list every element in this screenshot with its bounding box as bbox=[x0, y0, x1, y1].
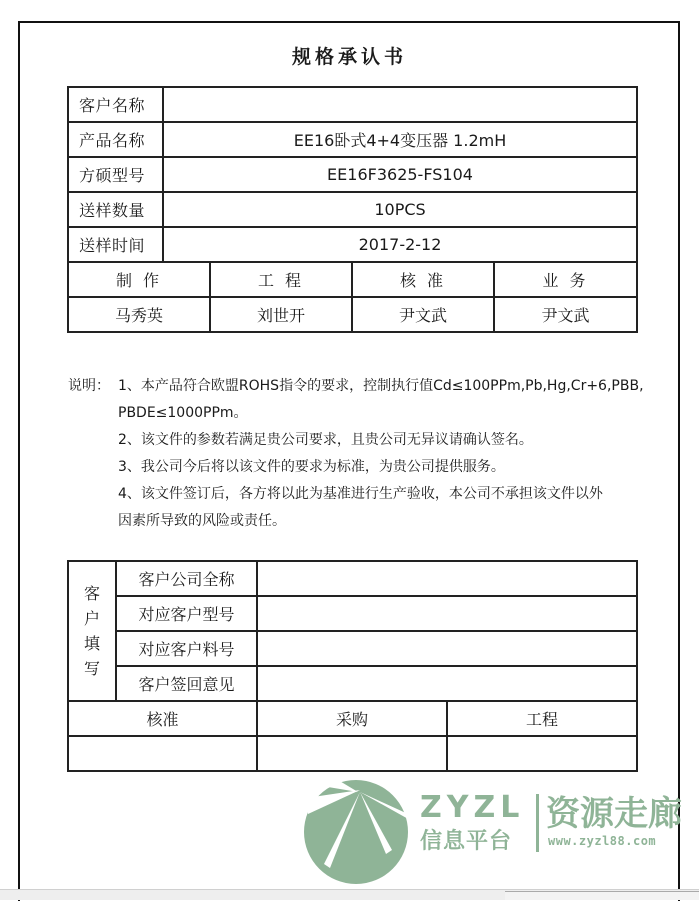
product-name-value: EE16卧式4+4变压器 1.2mH bbox=[163, 122, 637, 157]
customer-field-row bbox=[68, 596, 637, 631]
signoff-names-row bbox=[68, 297, 637, 332]
approval-header: 工程 bbox=[447, 701, 637, 736]
watermark-brand-cn-small: 信息平台 bbox=[420, 829, 513, 854]
signoff-header: 核 准 bbox=[352, 262, 494, 297]
customer-feedback-field[interactable] bbox=[257, 666, 637, 701]
info-label: 客户名称 bbox=[68, 87, 163, 122]
note-item bbox=[68, 373, 668, 400]
note-text-continued: PBDE≤1000PPm。 bbox=[118, 405, 248, 421]
approval-header-row bbox=[68, 701, 637, 736]
note-text: 1、本产品符合欧盟ROHS指令的要求，控制执行值Cd≤100PPm,Pb,Hg,Cr+6,PBB, bbox=[118, 378, 644, 394]
notes-section bbox=[68, 373, 668, 535]
sample-qty-value: 10PCS bbox=[163, 192, 637, 227]
info-row-model bbox=[68, 157, 637, 192]
note-text: 3、我公司今后将以该文件的要求为标准，为贵公司提供服务。 bbox=[118, 459, 505, 475]
approval-sign-field[interactable] bbox=[257, 736, 447, 771]
signoff-name: 尹文武 bbox=[352, 297, 494, 332]
approval-sign-field[interactable] bbox=[447, 736, 637, 771]
notes-prefix: 说明： bbox=[68, 378, 110, 394]
info-row-product-name bbox=[68, 122, 637, 157]
approval-header: 采购 bbox=[257, 701, 447, 736]
customer-field-label: 客户公司全称 bbox=[116, 561, 257, 596]
watermark bbox=[300, 768, 699, 890]
signoff-name: 刘世开 bbox=[210, 297, 352, 332]
info-row-sample-qty bbox=[68, 192, 637, 227]
signoff-header: 业 务 bbox=[494, 262, 637, 297]
signoff-header: 制 作 bbox=[68, 262, 210, 297]
info-label: 产品名称 bbox=[68, 122, 163, 157]
watermark-logo-icon bbox=[300, 768, 420, 890]
watermark-brand-en: ZYZL bbox=[420, 790, 525, 825]
watermark-divider bbox=[536, 794, 539, 852]
customer-fill-label: 客 户 填 写 bbox=[68, 561, 116, 701]
customer-name-value[interactable] bbox=[163, 87, 637, 122]
customer-model-field[interactable] bbox=[257, 596, 637, 631]
watermark-brand-cn-large: 资源走廊 bbox=[546, 794, 682, 834]
signoff-name: 尹文武 bbox=[494, 297, 637, 332]
info-label: 送样数量 bbox=[68, 192, 163, 227]
product-info-table bbox=[67, 86, 638, 333]
approval-sign-row bbox=[68, 736, 637, 771]
note-text-continued: 因素所导致的风险或责任。 bbox=[118, 513, 286, 529]
model-value: EE16F3625-FS104 bbox=[163, 157, 637, 192]
customer-part-number-field[interactable] bbox=[257, 631, 637, 666]
approval-sign-field[interactable] bbox=[68, 736, 257, 771]
note-text: 2、该文件的参数若满足贵公司要求，且贵公司无异议请确认签名。 bbox=[118, 432, 533, 448]
info-row-sample-date bbox=[68, 227, 637, 262]
watermark-url: www.zyzl88.com bbox=[548, 834, 657, 848]
note-text: 4、该文件签订后，各方将以此为基准进行生产验收，本公司不承担该文件以外 bbox=[118, 486, 603, 502]
customer-field-label: 对应客户料号 bbox=[116, 631, 257, 666]
customer-field-row bbox=[68, 666, 637, 701]
customer-field-row bbox=[68, 561, 637, 596]
signoff-name: 马秀英 bbox=[68, 297, 210, 332]
info-row-customer-name bbox=[68, 87, 637, 122]
customer-field-label: 客户签回意见 bbox=[116, 666, 257, 701]
document-title: 规格承认书 bbox=[291, 46, 407, 68]
sample-date-value: 2017-2-12 bbox=[163, 227, 637, 262]
customer-fill-table bbox=[67, 560, 638, 772]
customer-field-row bbox=[68, 631, 637, 666]
customer-company-name-field[interactable] bbox=[257, 561, 637, 596]
customer-field-label: 对应客户型号 bbox=[116, 596, 257, 631]
signoff-header-row bbox=[68, 262, 637, 297]
info-label: 方硕型号 bbox=[68, 157, 163, 192]
signoff-header: 工 程 bbox=[210, 262, 352, 297]
approval-header: 核准 bbox=[68, 701, 257, 736]
info-label: 送样时间 bbox=[68, 227, 163, 262]
